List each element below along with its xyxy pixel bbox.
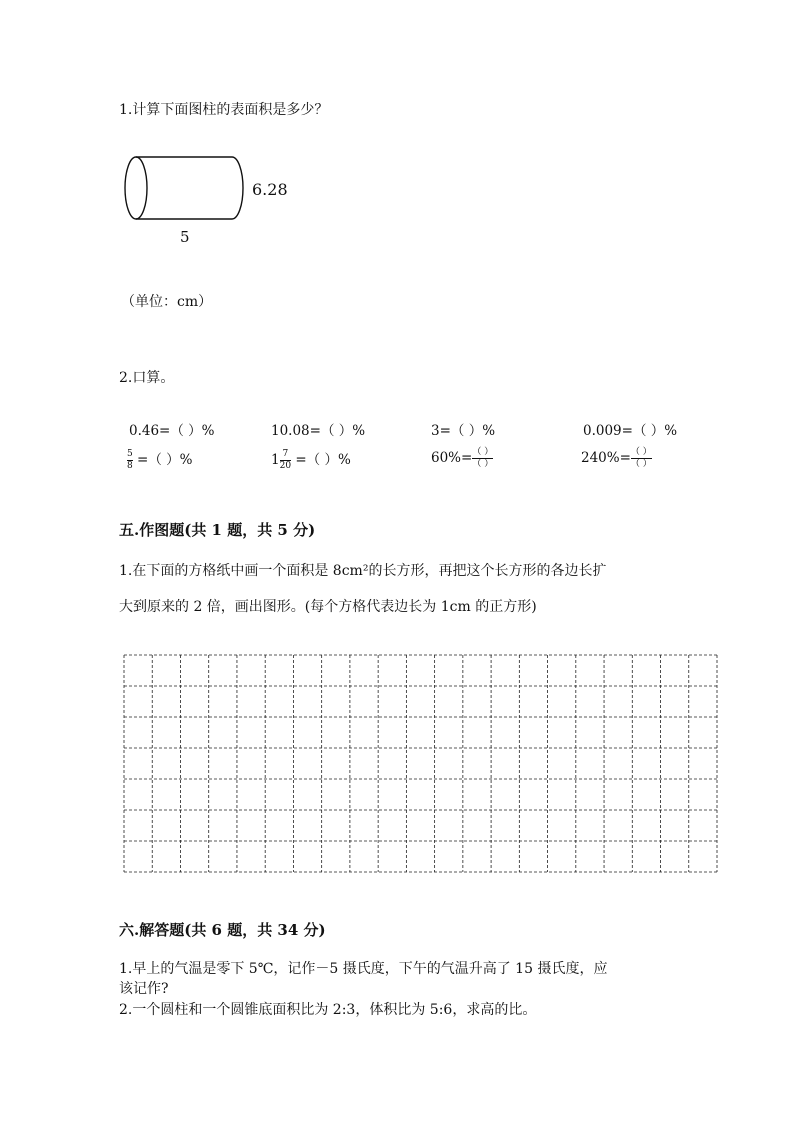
- cylinder-right-arc: [232, 157, 243, 219]
- square-grid-paper: [123, 654, 718, 873]
- fraction-5-8: $\frac{5}{8}$: [127, 449, 133, 471]
- cylinder-height-label: 6.28: [252, 180, 288, 199]
- fraction-7-20: $\frac{7}{20}$: [279, 449, 292, 471]
- oral-item-6: 1 $\frac{7}{20}$ =（ ）%: [271, 449, 351, 471]
- oral-item-4: 0.009=（ ）%: [583, 423, 678, 439]
- cylinder-diagram: [118, 150, 253, 230]
- cylinder-length-label: 5: [180, 228, 190, 246]
- oral-item-1: 0.46=（ ）%: [129, 423, 215, 439]
- section-5-question-line-2: 大到原来的 2 倍，画出图形。(每个方格代表边长为 1cm 的正方形): [119, 599, 537, 615]
- oral-item-3: 3=（ ）%: [431, 423, 496, 439]
- section-6-question-1-line-1: 1.早上的气温是零下 5℃，记作－5 摄氏度，下午的气温升高了 15 摄氏度，应: [119, 961, 608, 977]
- oral-item-2: 10.08=（ ）%: [271, 423, 366, 439]
- oral-item-5: $\frac{5}{8}$ =（ ）%: [127, 449, 193, 471]
- fraction-blank-1: $\frac{( )}{( )}$: [472, 447, 494, 469]
- section-5-heading: 五.作图题(共 1 题，共 5 分): [119, 521, 316, 539]
- oral-item-8: 240%= $\frac{( )}{( )}$: [581, 447, 652, 469]
- cylinder-question-prompt: 1.计算下面图柱的表面积是多少？: [119, 102, 329, 118]
- oral-question-prompt: 2.口算。: [119, 370, 175, 386]
- oral-item-7: 60%= $\frac{( )}{( )}$: [431, 447, 494, 469]
- unit-note: （单位：cm）: [121, 294, 213, 310]
- cylinder-left-ellipse: [125, 157, 147, 219]
- section-6-question-1-line-2: 该记作?: [119, 981, 169, 997]
- section-5-question-line-1: 1.在下面的方格纸中画一个面积是 8cm²的长方形，再把这个长方形的各边长扩: [119, 563, 607, 579]
- section-6-heading: 六.解答题(共 6 题，共 34 分): [119, 921, 326, 939]
- section-6-question-2: 2.一个圆柱和一个圆锥底面积比为 2:3，体积比为 5:6，求高的比。: [119, 1002, 537, 1018]
- fraction-blank-2: $\frac{( )}{( )}$: [630, 447, 652, 469]
